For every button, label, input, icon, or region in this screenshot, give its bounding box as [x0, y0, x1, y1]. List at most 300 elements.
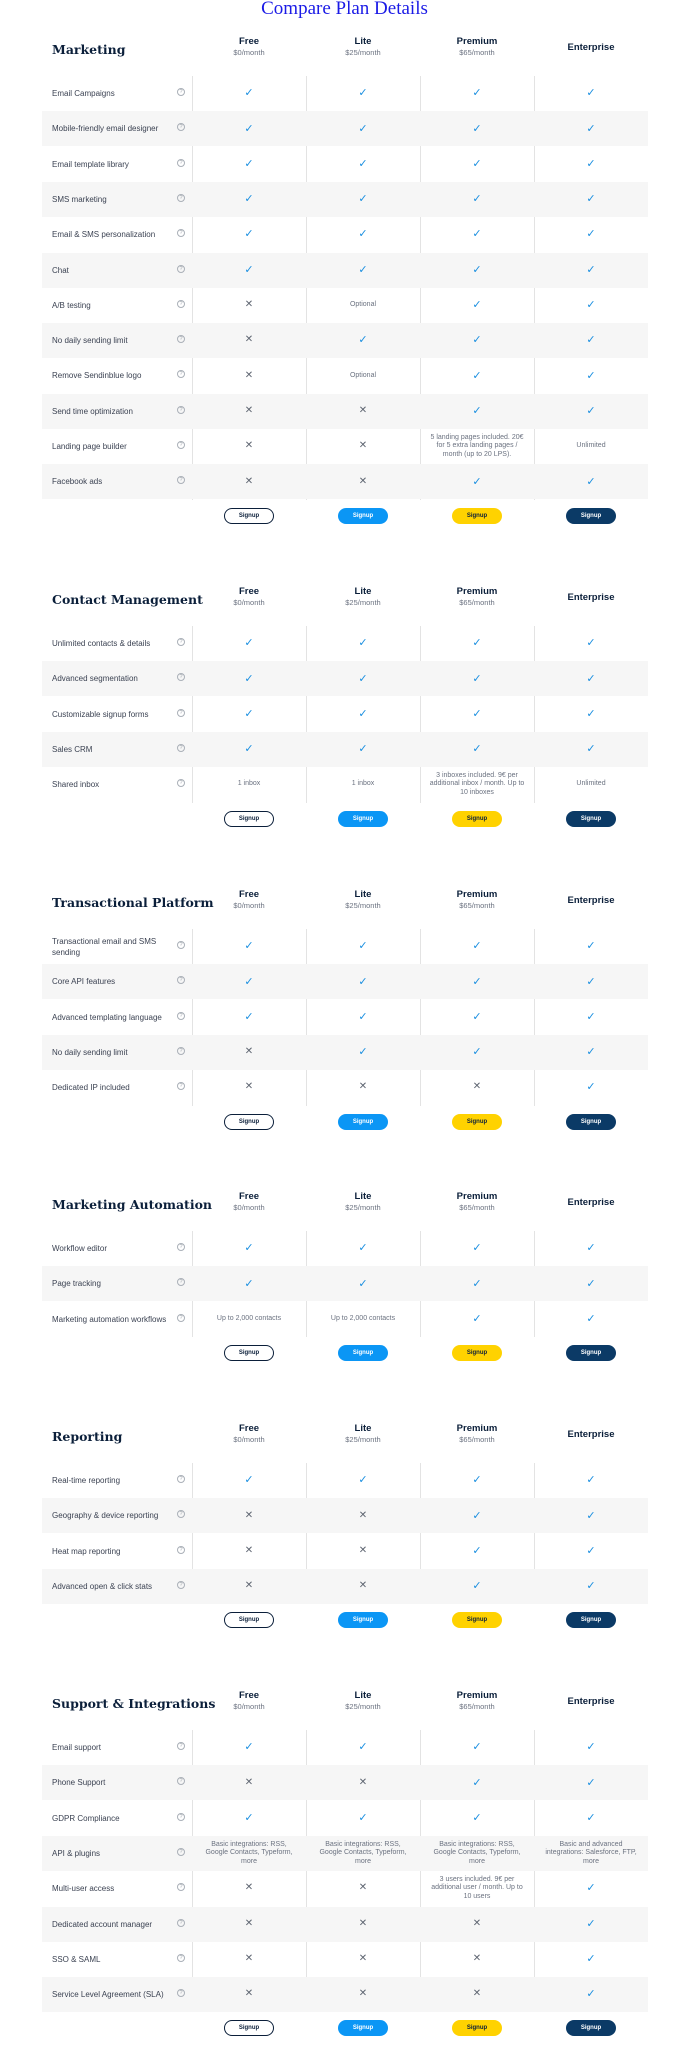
check-icon: ✓	[586, 1241, 596, 1255]
cross-icon: ✕	[244, 299, 254, 311]
check-icon: ✓	[358, 192, 368, 206]
section-title: Transactional Platform	[52, 895, 214, 910]
plan-cell-premium	[420, 76, 534, 111]
plan-cell-enterprise	[534, 661, 648, 696]
cell-text: 3 users included. 9€ per additional user / month. Up to 10 users	[431, 1875, 523, 1900]
info-icon[interactable]: ?	[177, 441, 185, 449]
plan-cell-lite	[306, 358, 420, 393]
signup-button-enterprise[interactable]: Signup	[566, 1345, 616, 1361]
table-row	[42, 1231, 648, 1266]
signup-button-lite[interactable]: Signup	[338, 811, 388, 827]
check-icon: ✓	[472, 742, 482, 756]
section-header	[42, 1185, 648, 1225]
check-icon: ✓	[586, 121, 596, 135]
section-header	[42, 1684, 648, 1724]
plan-cell-premium	[420, 964, 534, 999]
cross-icon: ✕	[244, 1917, 254, 1929]
plan-cell-premium	[420, 182, 534, 217]
info-icon[interactable]: ?	[177, 1777, 185, 1785]
plan-cell-free	[192, 111, 306, 146]
plan-cell-free	[192, 1035, 306, 1070]
plan-cell-free	[192, 147, 306, 182]
feature-label: SSO & SAML	[52, 1954, 101, 1964]
info-icon[interactable]: ?	[177, 744, 185, 752]
check-icon: ✓	[586, 1543, 596, 1557]
plan-cell-free	[192, 767, 306, 802]
plan-cell-premium	[420, 111, 534, 146]
info-icon[interactable]: ?	[177, 1243, 185, 1251]
info-icon[interactable]: ?	[177, 1919, 185, 1927]
plan-cell-free	[192, 1070, 306, 1105]
signup-button-enterprise[interactable]: Signup	[566, 2020, 616, 2036]
check-icon: ✓	[358, 86, 368, 100]
info-icon[interactable]: ?	[177, 1314, 185, 1322]
cross-icon: ✕	[244, 1509, 254, 1521]
plan-cell-enterprise	[534, 1534, 648, 1569]
info-icon[interactable]: ?	[177, 1510, 185, 1518]
plan-cell-enterprise	[534, 1266, 648, 1301]
feature-label: Multi-user access	[52, 1884, 115, 1894]
signup-button-lite[interactable]: Signup	[338, 508, 388, 524]
plan-header-free	[192, 586, 306, 608]
check-icon: ✓	[586, 227, 596, 241]
plan-name: Free	[238, 36, 260, 47]
plan-cell-lite	[306, 1765, 420, 1800]
feature-label: Workflow editor	[52, 1244, 107, 1253]
cross-icon: ✕	[244, 1580, 254, 1592]
plan-cell-enterprise	[534, 464, 648, 499]
plan-name: Lite	[354, 1191, 372, 1202]
section-header	[42, 580, 648, 620]
plan-cell-enterprise	[534, 929, 648, 964]
plan-cell-lite	[306, 1070, 420, 1105]
check-icon: ✓	[586, 1952, 596, 1966]
info-icon[interactable]: ?	[177, 370, 185, 378]
plan-cell-lite	[306, 1231, 420, 1266]
info-icon[interactable]: ?	[177, 779, 185, 787]
info-icon[interactable]: ?	[177, 1954, 185, 1962]
table-row	[42, 253, 648, 288]
plan-cell-enterprise	[534, 288, 648, 323]
plan-header-premium	[420, 36, 534, 58]
cross-icon: ✕	[358, 1776, 368, 1788]
cell-text: Unlimited	[576, 442, 606, 450]
plan-price: $0/month	[233, 1435, 265, 1444]
signup-button-enterprise[interactable]: Signup	[566, 811, 616, 827]
check-icon: ✓	[472, 156, 482, 170]
plan-price: $65/month	[459, 1702, 495, 1711]
plan-cell-lite	[306, 1534, 420, 1569]
feature-label: Mobile-friendly email designer	[52, 124, 159, 134]
feature-label: SMS marketing	[52, 194, 107, 204]
plan-cell-premium	[420, 217, 534, 252]
signup-button-premium[interactable]: Signup	[452, 1114, 502, 1130]
check-icon: ✓	[472, 1508, 482, 1522]
check-icon: ✓	[358, 1241, 368, 1255]
info-icon[interactable]: ?	[177, 941, 185, 949]
feature-label: No daily sending limit	[52, 336, 128, 346]
signup-button-premium[interactable]: Signup	[452, 2020, 502, 2036]
signup-button-free[interactable]: Signup	[224, 1345, 274, 1361]
plan-cell-premium	[420, 661, 534, 696]
cross-icon: ✕	[472, 1953, 482, 1965]
plan-price: $0/month	[233, 901, 265, 910]
check-icon: ✓	[358, 742, 368, 756]
check-icon: ✓	[358, 227, 368, 241]
info-icon[interactable]: ?	[177, 229, 185, 237]
signup-button-free[interactable]: Signup	[224, 811, 274, 827]
plan-price: $65/month	[459, 1203, 495, 1212]
plan-cell-enterprise	[534, 1977, 648, 2012]
plan-cell-lite	[306, 1907, 420, 1942]
plan-cell-free	[192, 661, 306, 696]
plan-name: Premium	[456, 36, 498, 47]
feature-label: Advanced segmentation	[52, 674, 138, 684]
table-row	[42, 394, 648, 429]
signup-button-lite[interactable]: Signup	[338, 2020, 388, 2036]
check-icon: ✓	[586, 1987, 596, 2001]
info-icon[interactable]: ?	[177, 1012, 185, 1020]
check-icon: ✓	[358, 1009, 368, 1023]
plan-header-premium	[420, 889, 534, 911]
plan-cell-lite	[306, 1801, 420, 1836]
check-icon: ✓	[358, 1473, 368, 1487]
plan-cell-premium	[420, 253, 534, 288]
info-icon[interactable]: ?	[177, 1813, 185, 1821]
plan-name: Premium	[456, 889, 498, 900]
info-icon[interactable]: ?	[177, 709, 185, 717]
plan-cell-lite	[306, 323, 420, 358]
plan-cell-free	[192, 929, 306, 964]
table-row	[42, 1836, 648, 1871]
check-icon: ✓	[586, 1775, 596, 1789]
check-icon: ✓	[472, 1045, 482, 1059]
check-icon: ✓	[244, 1009, 254, 1023]
check-icon: ✓	[472, 262, 482, 276]
plan-name: Enterprise	[567, 42, 615, 53]
check-icon: ✓	[586, 706, 596, 720]
plan-cell-enterprise	[534, 1000, 648, 1035]
table-row	[42, 697, 648, 732]
cell-text: Unlimited	[576, 780, 606, 788]
table-row	[42, 929, 648, 964]
table-row	[42, 1534, 648, 1569]
plan-header-lite	[306, 586, 420, 608]
info-icon[interactable]: ?	[177, 1082, 185, 1090]
check-icon: ✓	[244, 939, 254, 953]
feature-label: Service Level Agreement (SLA)	[52, 1990, 164, 2000]
plan-cell-lite	[306, 1463, 420, 1498]
plan-cell-free	[192, 1907, 306, 1942]
check-icon: ✓	[472, 1579, 482, 1593]
plan-cell-free	[192, 253, 306, 288]
info-icon[interactable]: ?	[177, 159, 185, 167]
feature-label: Page tracking	[52, 1279, 101, 1289]
plan-cell-premium	[420, 1302, 534, 1337]
plan-cell-enterprise	[534, 697, 648, 732]
cross-icon: ✕	[358, 440, 368, 452]
signup-button-premium[interactable]: Signup	[452, 811, 502, 827]
plan-header-premium	[420, 1423, 534, 1445]
signup-button-premium[interactable]: Signup	[452, 508, 502, 524]
section-title: Marketing Automation	[52, 1197, 213, 1212]
section-transactional-platform	[42, 883, 648, 1134]
plan-cell-lite	[306, 1302, 420, 1337]
plan-cell-enterprise	[534, 1302, 648, 1337]
plan-cell-enterprise	[534, 1035, 648, 1070]
plan-header-lite	[306, 1423, 420, 1445]
cell-text: Basic integrations: RSS, Google Contacts, Typeform, more	[205, 1840, 293, 1865]
plan-cell-lite	[306, 1871, 420, 1906]
feature-label: No daily sending limit	[52, 1047, 128, 1057]
info-icon[interactable]: ?	[177, 1742, 185, 1750]
signup-button-lite[interactable]: Signup	[338, 1345, 388, 1361]
signup-button-premium[interactable]: Signup	[452, 1345, 502, 1361]
plan-header-premium	[420, 1690, 534, 1712]
plan-cell-premium	[420, 1730, 534, 1765]
plan-cell-enterprise	[534, 1463, 648, 1498]
section-marketing	[42, 30, 648, 528]
plan-cell-enterprise	[534, 1231, 648, 1266]
check-icon: ✓	[358, 939, 368, 953]
plan-cell-premium	[420, 767, 534, 802]
info-icon[interactable]: ?	[177, 194, 185, 202]
cross-icon: ✕	[358, 1081, 368, 1093]
plan-price: $25/month	[345, 48, 381, 57]
section-title: Support & Integrations	[52, 1696, 216, 1711]
info-icon[interactable]: ?	[177, 88, 185, 96]
cross-icon: ✕	[244, 369, 254, 381]
cell-text: Basic integrations: RSS, Google Contacts, Typeform, more	[319, 1840, 407, 1865]
cross-icon: ✕	[358, 1544, 368, 1556]
check-icon: ✓	[586, 262, 596, 276]
plan-cell-lite	[306, 661, 420, 696]
signup-button-enterprise[interactable]: Signup	[566, 508, 616, 524]
signup-button-enterprise[interactable]: Signup	[566, 1114, 616, 1130]
plan-header-free	[192, 1423, 306, 1445]
plan-cell-lite	[306, 464, 420, 499]
plan-cell-lite	[306, 429, 420, 464]
section-marketing-automation	[42, 1185, 648, 1365]
section-reporting	[42, 1417, 648, 1632]
plan-cell-lite	[306, 111, 420, 146]
plan-cell-lite	[306, 1498, 420, 1533]
plan-cell-enterprise	[534, 323, 648, 358]
feature-label: Send time optimization	[52, 406, 133, 416]
plan-cell-enterprise	[534, 1801, 648, 1836]
plan-cell-free	[192, 1801, 306, 1836]
feature-label: Email support	[52, 1743, 101, 1752]
plan-cell-enterprise	[534, 182, 648, 217]
check-icon: ✓	[586, 1311, 596, 1325]
table-row	[42, 323, 648, 358]
feature-label: Sales CRM	[52, 744, 93, 754]
plan-price: $65/month	[459, 48, 495, 57]
info-icon[interactable]: ?	[177, 1883, 185, 1891]
check-icon: ✓	[244, 262, 254, 276]
check-icon: ✓	[586, 671, 596, 685]
plan-cell-premium	[420, 394, 534, 429]
plan-cell-premium	[420, 732, 534, 767]
plan-header-free	[192, 36, 306, 58]
check-icon: ✓	[586, 1881, 596, 1895]
plan-header-enterprise	[534, 592, 648, 604]
feature-label: Email template library	[52, 159, 129, 169]
signup-button-lite[interactable]: Signup	[338, 1114, 388, 1130]
check-icon: ✓	[358, 1740, 368, 1754]
plan-cell-premium	[420, 288, 534, 323]
feature-label: Chat	[52, 265, 69, 275]
info-icon[interactable]: ?	[177, 1475, 185, 1483]
info-icon[interactable]: ?	[177, 406, 185, 414]
plan-name: Free	[238, 586, 260, 597]
cross-icon: ✕	[472, 1081, 482, 1093]
table-row	[42, 147, 648, 182]
plan-cell-free	[192, 1977, 306, 2012]
info-icon[interactable]: ?	[177, 123, 185, 131]
plan-price: $25/month	[345, 1435, 381, 1444]
table-row	[42, 1765, 648, 1800]
cross-icon: ✕	[358, 1988, 368, 2000]
plan-cell-premium	[420, 626, 534, 661]
cell-text: 1 inbox	[351, 780, 375, 788]
plan-cell-premium	[420, 1801, 534, 1836]
plan-cell-premium	[420, 1977, 534, 2012]
section-title: Reporting	[52, 1429, 123, 1444]
plan-price: $65/month	[459, 901, 495, 910]
plan-cell-free	[192, 358, 306, 393]
plan-price: $65/month	[459, 1435, 495, 1444]
check-icon: ✓	[586, 368, 596, 382]
info-icon[interactable]: ?	[177, 1848, 185, 1856]
check-icon: ✓	[472, 1241, 482, 1255]
feature-label: Customizable signup forms	[52, 709, 149, 719]
check-icon: ✓	[472, 1473, 482, 1487]
info-icon[interactable]: ?	[177, 1581, 185, 1589]
signup-button-enterprise[interactable]: Signup	[566, 1612, 616, 1628]
cross-icon: ✕	[244, 1081, 254, 1093]
info-icon[interactable]: ?	[177, 1278, 185, 1286]
plan-cell-free	[192, 76, 306, 111]
check-icon: ✓	[358, 121, 368, 135]
section-support-and-integrations	[42, 1684, 648, 2040]
plan-cell-free	[192, 1534, 306, 1569]
check-icon: ✓	[244, 192, 254, 206]
feature-label: Dedicated account manager	[52, 1919, 153, 1929]
check-icon: ✓	[586, 1045, 596, 1059]
table-row	[42, 1907, 648, 1942]
plan-cell-lite	[306, 1730, 420, 1765]
plan-cell-lite	[306, 1000, 420, 1035]
signup-button-free[interactable]: Signup	[224, 2020, 274, 2036]
cell-text: Up to 2,000 contacts	[216, 1314, 282, 1322]
cross-icon: ✕	[244, 1544, 254, 1556]
plan-header-free	[192, 889, 306, 911]
cross-icon: ✕	[244, 1988, 254, 2000]
plan-cell-enterprise	[534, 429, 648, 464]
cell-text: Basic integrations: RSS, Google Contacts, Typeform, more	[433, 1840, 521, 1865]
table-row	[42, 429, 648, 464]
feature-label: Unlimited contacts & details	[52, 639, 151, 648]
check-icon: ✓	[244, 671, 254, 685]
plan-cell-lite	[306, 732, 420, 767]
plan-header-lite	[306, 1191, 420, 1213]
check-icon: ✓	[472, 1543, 482, 1557]
feature-label: Heat map reporting	[52, 1546, 121, 1556]
plan-cell-enterprise	[534, 111, 648, 146]
check-icon: ✓	[244, 974, 254, 988]
plan-price: $25/month	[345, 901, 381, 910]
plan-name: Enterprise	[567, 1696, 615, 1707]
plan-cell-premium	[420, 323, 534, 358]
signup-button-free[interactable]: Signup	[224, 1612, 274, 1628]
feature-label: Advanced open & click stats	[52, 1581, 153, 1591]
check-icon: ✓	[586, 974, 596, 988]
info-icon[interactable]: ?	[177, 300, 185, 308]
plan-cell-lite	[306, 697, 420, 732]
check-icon: ✓	[586, 1810, 596, 1824]
info-icon[interactable]: ?	[177, 1546, 185, 1554]
plan-cell-lite	[306, 394, 420, 429]
section-title: Marketing	[52, 42, 126, 57]
check-icon: ✓	[586, 1009, 596, 1023]
table-row	[42, 464, 648, 499]
signup-button-free[interactable]: Signup	[224, 508, 274, 524]
check-icon: ✓	[586, 1579, 596, 1593]
table-row	[42, 1266, 648, 1301]
check-icon: ✓	[472, 1740, 482, 1754]
check-icon: ✓	[472, 1775, 482, 1789]
feature-label: Real-time reporting	[52, 1476, 121, 1485]
check-icon: ✓	[244, 86, 254, 100]
cross-icon: ✕	[358, 1953, 368, 1965]
plan-cell-enterprise	[534, 1498, 648, 1533]
plan-cell-free	[192, 1765, 306, 1800]
signup-button-free[interactable]: Signup	[224, 1114, 274, 1130]
table-row	[42, 1871, 648, 1906]
info-icon[interactable]: ?	[177, 673, 185, 681]
info-icon[interactable]: ?	[177, 335, 185, 343]
plan-cell-lite	[306, 929, 420, 964]
check-icon: ✓	[244, 1276, 254, 1290]
plan-cell-premium	[420, 1765, 534, 1800]
feature-label: Email Campaigns	[52, 89, 115, 98]
plan-cell-enterprise	[534, 1730, 648, 1765]
check-icon: ✓	[472, 671, 482, 685]
plan-cell-premium	[420, 697, 534, 732]
check-icon: ✓	[586, 1276, 596, 1290]
info-icon[interactable]: ?	[177, 1047, 185, 1055]
check-icon: ✓	[472, 1009, 482, 1023]
section-header	[42, 30, 648, 70]
plan-cell-premium	[420, 429, 534, 464]
plan-cell-lite	[306, 767, 420, 802]
info-icon[interactable]: ?	[177, 976, 185, 984]
info-icon[interactable]: ?	[177, 638, 185, 646]
info-icon[interactable]: ?	[177, 1989, 185, 1997]
plan-name: Premium	[456, 586, 498, 597]
cross-icon: ✕	[358, 1580, 368, 1592]
cell-text: 1 inbox	[237, 780, 261, 788]
info-icon[interactable]: ?	[177, 265, 185, 273]
check-icon: ✓	[358, 333, 368, 347]
signup-button-lite[interactable]: Signup	[338, 1612, 388, 1628]
plan-cell-lite	[306, 1035, 420, 1070]
plan-cell-free	[192, 1266, 306, 1301]
plan-price: $0/month	[233, 48, 265, 57]
signup-button-premium[interactable]: Signup	[452, 1612, 502, 1628]
info-icon[interactable]: ?	[177, 476, 185, 484]
